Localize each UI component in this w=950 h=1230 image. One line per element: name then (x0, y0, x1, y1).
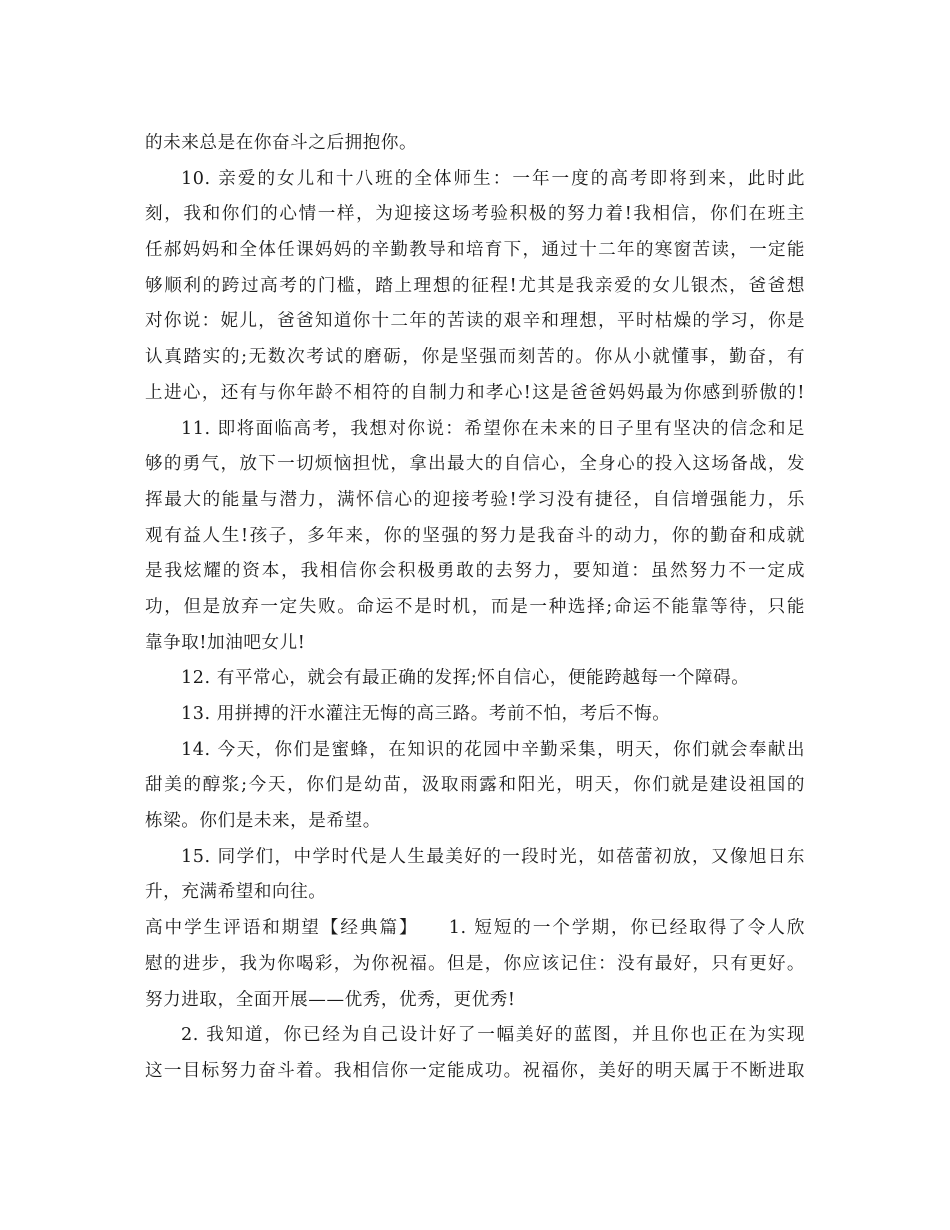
document-page (145, 126, 805, 1090)
text-line: 认真踏实的;无数次考试的磨砺，你是坚强而刻苦的。你从小就懂事，勤奋，有 (145, 347, 805, 368)
text-line: 靠争取!加油吧女儿! (145, 632, 306, 653)
text-line: 14. 今天，你们是蜜蜂，在知识的花园中辛勤采集，明天，你们就会奉献出 (181, 739, 805, 760)
text-line: 刻，我和你们的心情一样，为迎接这场考验积极的努力着!我相信，你们在班主 (145, 204, 805, 225)
text-line: 甜美的醇浆;今天，你们是幼苗，汲取雨露和阳光，明天，你们就是建设祖国的 (145, 775, 805, 796)
text-line: 慰的进步，我为你喝彩，为你祝福。但是，你应该记住：没有最好，只有更好。 (145, 953, 805, 974)
text-line: 够顺利的跨过高考的门槛，踏上理想的征程!尤其是我亲爱的女儿银杰，爸爸想 (145, 275, 805, 296)
text-line: 任郝妈妈和全体任课妈妈的辛勤教导和培育下，通过十二年的寒窗苦读，一定能 (145, 240, 805, 261)
text-line: 努力进取，全面开展——优秀，优秀，更优秀! (145, 989, 516, 1010)
text-line: 的未来总是在你奋斗之后拥抱你。 (145, 133, 418, 153)
text-line: 功，但是放弃一定失败。命运不是时机，而是一种选择;命运不能靠等待，只能 (145, 596, 805, 617)
text-line: 观有益人生!孩子，多年来，你的坚强的努力是我奋斗的动力，你的勤奋和成就 (145, 525, 805, 546)
document-body (145, 126, 805, 1090)
text-line: 高中学生评语和期望【经典篇】 1. 短短的一个学期，你已经取得了令人欣 (145, 918, 805, 939)
text-line: 对你说：妮儿，爸爸知道你十二年的苦读的艰辛和理想，平时枯燥的学习，你是 (145, 311, 805, 332)
text-line: 栋梁。你们是未来，是希望。 (145, 811, 381, 832)
text-line: 15. 同学们，中学时代是人生最美好的一段时光，如蓓蕾初放，又像旭日东 (181, 846, 805, 867)
text-line: 挥最大的能量与潜力，满怀信心的迎接考验!学习没有捷径，自信增强能力，乐 (145, 489, 805, 510)
text-line: 10. 亲爱的女儿和十八班的全体师生：一年一度的高考即将到来，此时此 (181, 168, 805, 189)
text-line: 11. 即将面临高考，我想对你说：希望你在未来的日子里有坚决的信念和足 (181, 418, 805, 439)
text-line: 2. 我知道，你已经为自己设计好了一幅美好的蓝图，并且你也正在为实现 (181, 1025, 805, 1046)
text-line: 上进心，还有与你年龄不相符的自制力和孝心!这是爸爸妈妈最为你感到骄傲的! (145, 382, 805, 403)
text-line: 13. 用拼搏的汗水灌注无悔的高三路。考前不怕，考后不悔。 (181, 704, 671, 724)
text-line: 是我炫耀的资本，我相信你会积极勇敢的去努力，要知道：虽然努力不一定成 (145, 561, 805, 582)
text-line: 12. 有平常心，就会有最正确的发挥;怀自信心，便能跨越每一个障碍。 (181, 668, 750, 689)
text-line: 这一目标努力奋斗着。我相信你一定能成功。祝福你，美好的明天属于不断进取 (145, 1060, 805, 1081)
text-line: 升，充满希望和向往。 (145, 882, 327, 903)
text-line: 够的勇气，放下一切烦恼担忧，拿出最大的自信心，全身心的投入这场备战，发 (145, 454, 805, 475)
